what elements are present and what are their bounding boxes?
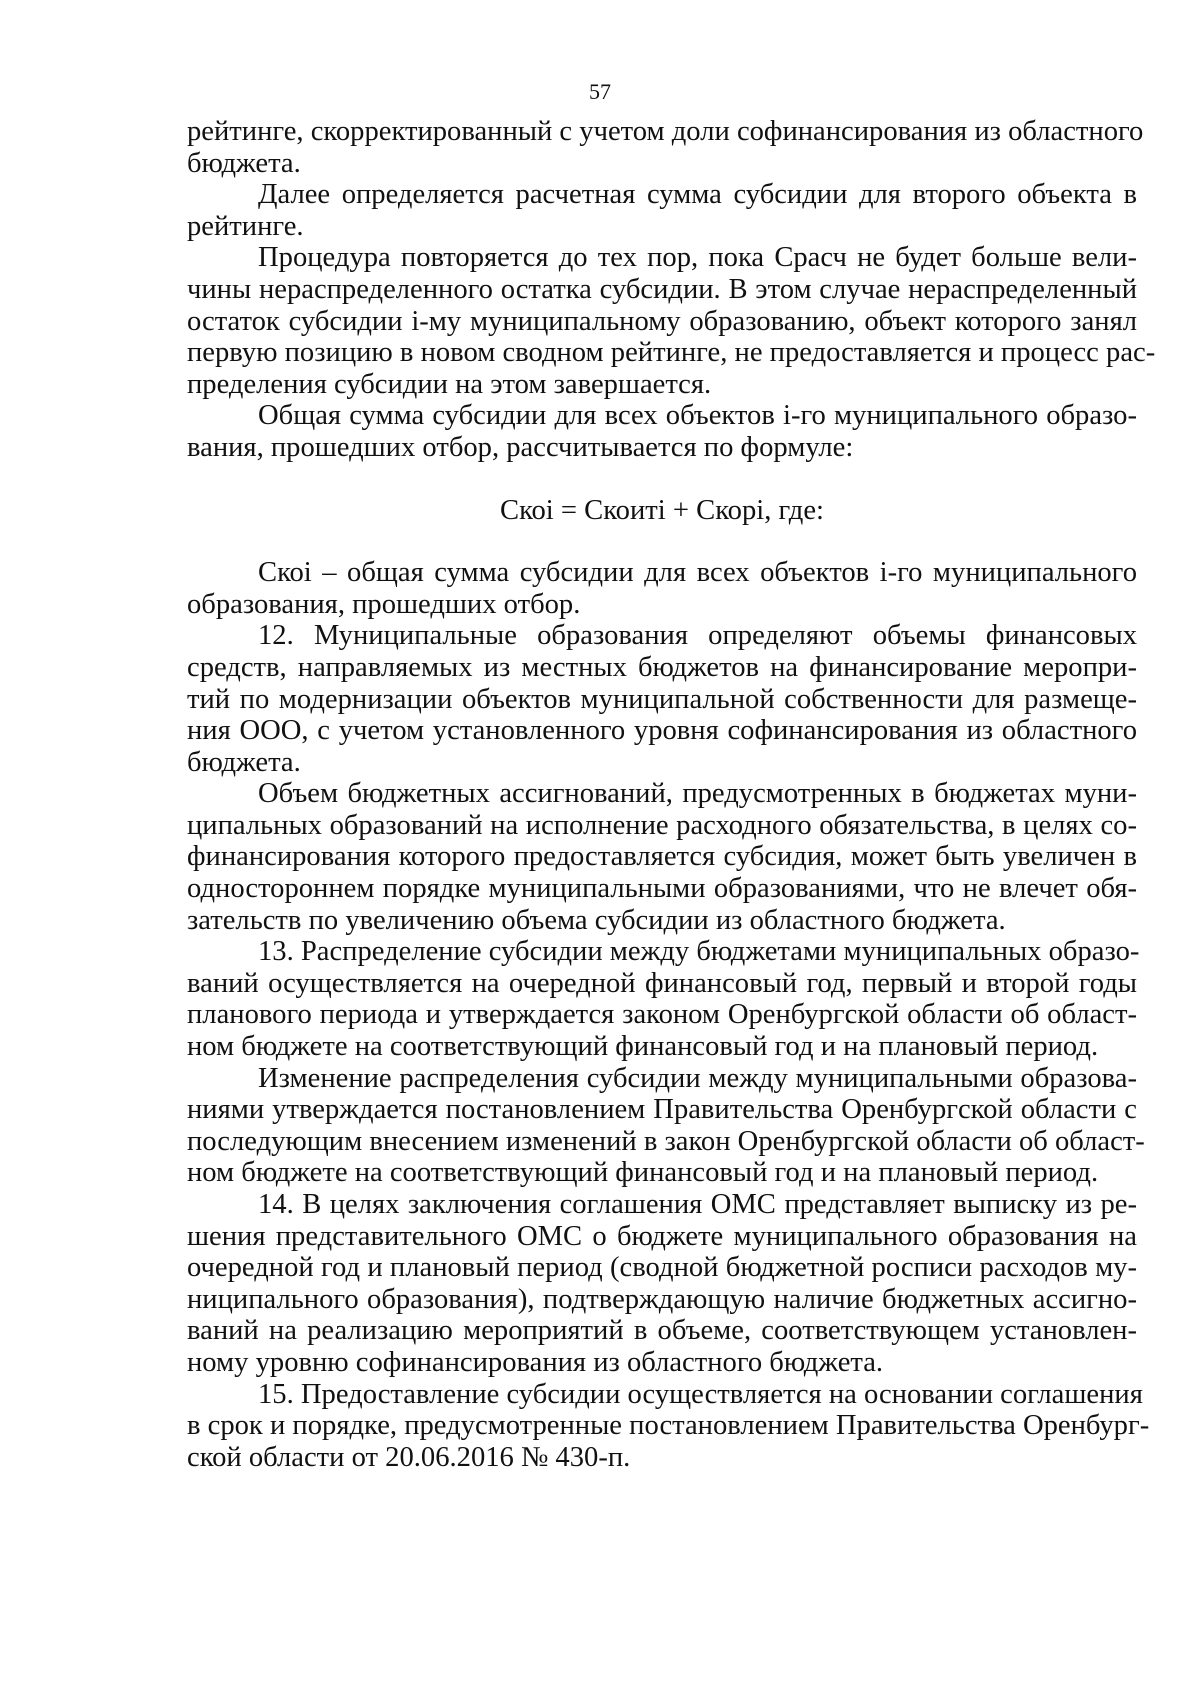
text-line: остаток субсидии i-му муниципальному образованию, объект которого занял (187, 305, 1137, 337)
paragraph-line: 12. Муниципальные образования определяют объемы финансовых (258, 620, 1137, 652)
text-line: бюджета. (187, 147, 301, 179)
text-line: ваний осуществляется на очередной финансовый год, первый и второй годы (187, 967, 1137, 999)
paragraph-line: Объем бюджетных ассигнований, предусмотренных в бюджетах муни- (258, 778, 1137, 810)
text-line: последующим внесением изменений в закон Оренбургской области об област- (187, 1125, 1145, 1157)
text-line: финансирования которого предоставляется субсидия, может быть увеличен в (187, 841, 1137, 873)
paragraph-line: Общая сумма субсидии для всех объектов i-го муниципального образо- (258, 400, 1137, 432)
paragraph-line: Далее определяется расчетная сумма субсидии для второго объекта в (258, 179, 1137, 211)
text-line: ской области от 20.06.2016 № 430-п. (187, 1441, 631, 1473)
text-line: образования, прошедших отбор. (187, 588, 581, 620)
paragraph-line: Скоi – общая сумма субсидии для всех объектов i-го муниципального (258, 557, 1137, 589)
text-line: ципальных образований на исполнение расходного обязательства, в целях со- (187, 809, 1137, 841)
paragraph-line: Изменение распределения субсидии между муниципальными образова- (258, 1062, 1137, 1094)
text-line: в срок и порядке, предусмотренные постановлением Правительства Оренбург- (187, 1410, 1150, 1442)
text-line: рейтинге, скорректированный с учетом доли софинансирования из областного (187, 116, 1144, 147)
text-line: планового периода и утверждается законом Оренбургской области об област- (187, 999, 1137, 1031)
text-line: первую позицию в новом сводном рейтинге, не предоставляется и процесс рас- (187, 337, 1156, 369)
text-line: бюджета. (187, 746, 301, 778)
text-line: ном бюджете на соответствующий финансовый год и на плановый период. (187, 1031, 1099, 1063)
text-line: ниципального образования), подтверждающую наличие бюджетных ассигно- (187, 1283, 1137, 1315)
text-line: ному уровню софинансирования из областного бюджета. (187, 1346, 884, 1378)
formula: Скоi = Скоитi + Скорi, где: (500, 494, 824, 526)
text-line: тий по модернизации объектов муниципальной собственности для размеще- (187, 683, 1137, 715)
text-line: шения представительного ОМС о бюджете муниципального образования на (187, 1220, 1137, 1252)
paragraph-line: Процедура повторяется до тех пор, пока Срасч не будет больше вели- (258, 242, 1137, 274)
text-line: средств, направляемых из местных бюджетов на финансирование меропри- (187, 651, 1137, 683)
text-line: вания, прошедших отбор, рассчитывается по формуле: (187, 431, 854, 463)
text-line: чины нераспределенного остатка субсидии. В этом случае нераспределенный (187, 273, 1137, 305)
text-line: рейтинге. (187, 210, 304, 242)
paragraph-line: 15. Предоставление субсидии осуществляется на основании соглашения (258, 1378, 1143, 1410)
paragraph-line: 14. В целях заключения соглашения ОМС представляет выписку из ре- (258, 1189, 1137, 1220)
text-line: очередной год и плановый период (сводной бюджетной росписи расходов му- (187, 1252, 1137, 1284)
text-line: ном бюджете на соответствующий финансовый год и на плановый период. (187, 1157, 1099, 1189)
text-line: одностороннем порядке муниципальными образованиями, что не влечет обя- (187, 873, 1137, 905)
page-number: 57 (589, 79, 611, 104)
document-body (187, 116, 1156, 1473)
paragraph-line: 13. Распределение субсидии между бюджетами муниципальных образо- (258, 936, 1140, 968)
text-line: ния ООО, с учетом установленного уровня софинансирования из областного (187, 715, 1137, 747)
text-line: ваний на реализацию мероприятий в объеме, соответствующем установлен- (187, 1315, 1137, 1347)
text-line: зательств по увеличению объема субсидии из областного бюджета. (187, 904, 1006, 936)
text-line: пределения субсидии на этом завершается. (187, 368, 712, 400)
text-line: ниями утверждается постановлением Правительства Оренбургской области с (187, 1094, 1137, 1126)
